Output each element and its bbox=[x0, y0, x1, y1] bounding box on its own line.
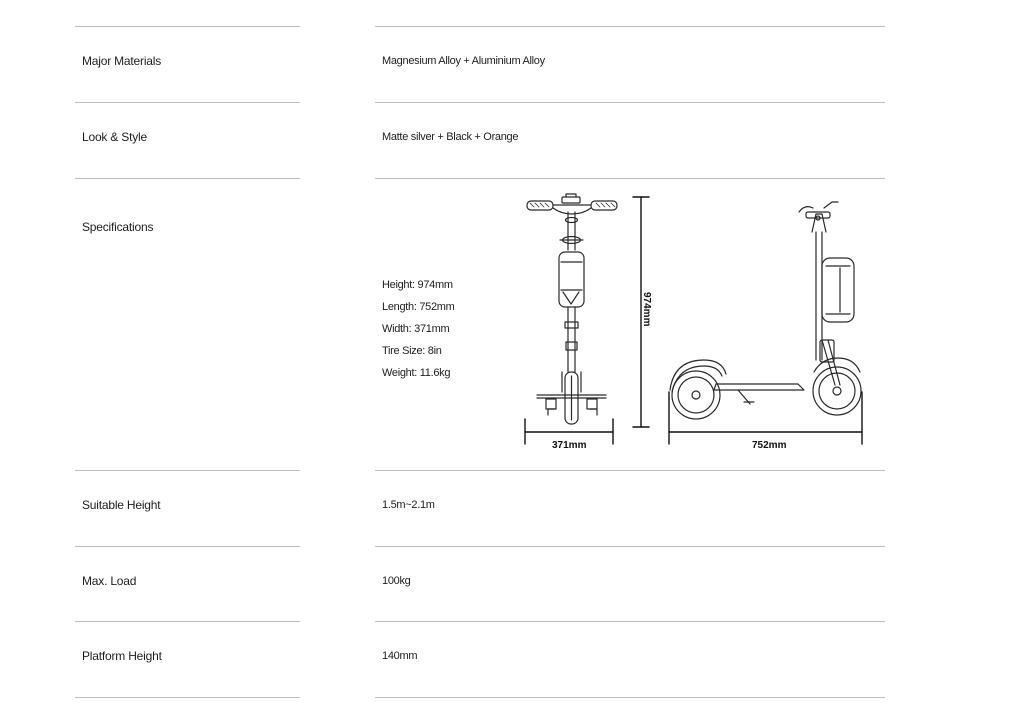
width-dimension-label: 371mm bbox=[552, 440, 587, 451]
length-dimension-label: 752mm bbox=[752, 440, 787, 451]
scooter-side-view bbox=[670, 202, 861, 419]
value-major-materials: Magnesium Alloy + Aluminium Alloy bbox=[382, 55, 545, 67]
value-max-load: 100kg bbox=[382, 575, 411, 587]
spec-length: Length: 752mm bbox=[382, 301, 455, 313]
label-major-materials: Major Materials bbox=[82, 54, 162, 68]
spec-height: Height: 974mm bbox=[382, 279, 453, 291]
label-look-style: Look & Style bbox=[82, 130, 147, 144]
spec-tire-size: Tire Size: 8in bbox=[382, 345, 442, 357]
label-max-load: Max. Load bbox=[82, 574, 137, 588]
value-suitable-height: 1.5m~2.1m bbox=[382, 499, 435, 511]
height-dimension-label: 974mm bbox=[641, 292, 652, 327]
value-look-style: Matte silver + Black + Orange bbox=[382, 131, 519, 143]
label-specifications: Specifications bbox=[82, 220, 154, 234]
spec-width: Width: 371mm bbox=[382, 323, 450, 335]
value-platform-height: 140mm bbox=[382, 650, 418, 662]
label-platform-height: Platform Height bbox=[82, 649, 162, 663]
scooter-front-view bbox=[527, 194, 617, 424]
spec-weight: Weight: 11.6kg bbox=[382, 367, 451, 379]
label-suitable-height: Suitable Height bbox=[82, 498, 161, 512]
